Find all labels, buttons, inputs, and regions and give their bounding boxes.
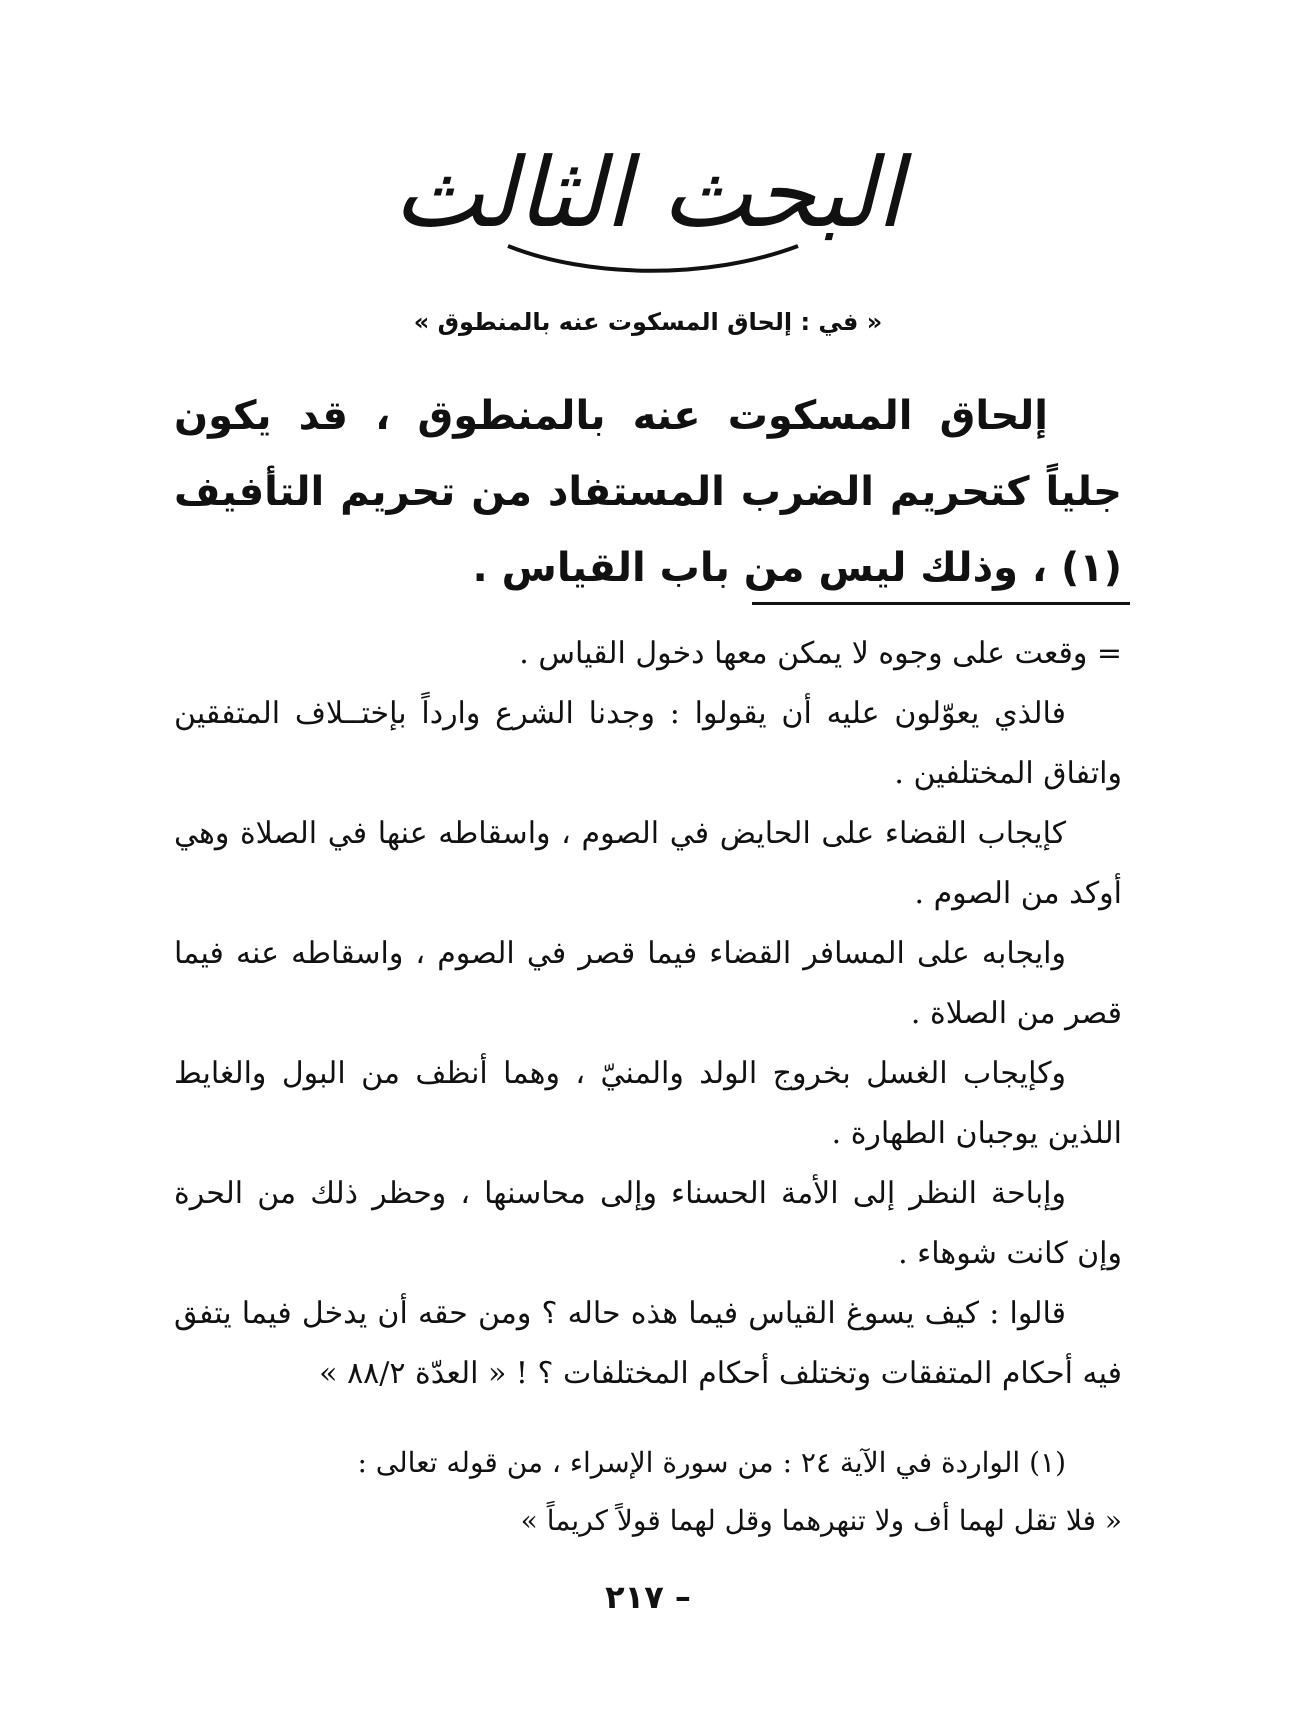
title-flourish: [508, 246, 798, 271]
body-paragraph: فالذي يعوّلون عليه أن يقولوا : وجدنا الشرع وارداً بإختــلاف المتفقين واتفاق المختلفين .: [174, 696, 1122, 791]
footnote: [174, 1434, 1122, 1550]
body-paragraph: = وقعت على وجوه لا يمكن معها دخول القياس .: [519, 636, 1122, 671]
page-number: – ٢١٧: [605, 1578, 691, 1616]
body-paragraph: وكإيجاب الغسل بخروج الولد والمنيّ ، وهما أنظف من البول والغايط اللذين يوجبان الطهارة .: [174, 1056, 1122, 1151]
section-separator: [752, 602, 1130, 605]
rule-statement: [174, 378, 1122, 606]
body-paragraph: قالوا : كيف يسوغ القياس فيما هذه حاله ؟ ومن حقه أن يدخل فيما يتفق فيه أحكام المتفقات وتختلف أحكام المختلفات ؟ ! « العدّة ٨٨/٢ »: [174, 1296, 1122, 1391]
footnote-quote: « فلا تقل لهما أف ولا تنهرهما وقل لهما قولاً كريماً »: [520, 1504, 1122, 1537]
body-paragraph: وإباحة النظر إلى الأمة الحسناء وإلى محاسنها ، وحظر ذلك من الحرة وإن كانت شوهاء .: [174, 1176, 1122, 1271]
section-subtitle: « في : إلحاق المسكوت عنه بالمنطوق »: [413, 308, 883, 336]
section-title-text: البحث الثالث: [393, 137, 903, 249]
body-paragraph: كإيجاب القضاء على الحايض في الصوم ، واسقاطه عنها في الصلاة وهي أوكد من الصوم .: [174, 816, 1122, 911]
section-title: [0, 118, 1296, 288]
body-paragraph: وايجابه على المسافر القضاء فيما قصر في الصوم ، واسقاطه عنه فيما قصر من الصلاة .: [174, 936, 1122, 1031]
body-text: [174, 624, 1122, 1404]
rule-text: إلحاق المسكوت عنه بالمنطوق ، قد يكون جلياً كتحريم الضرب المستفاد من تحريم التأفيف (١) ، وذلك ليس من باب القياس .: [174, 393, 1122, 591]
footnote-line: (١) الواردة في الآية ٢٤ : من سورة الإسراء ، من قوله تعالى :: [357, 1446, 1066, 1479]
section-title-calligraphy: [393, 118, 903, 288]
